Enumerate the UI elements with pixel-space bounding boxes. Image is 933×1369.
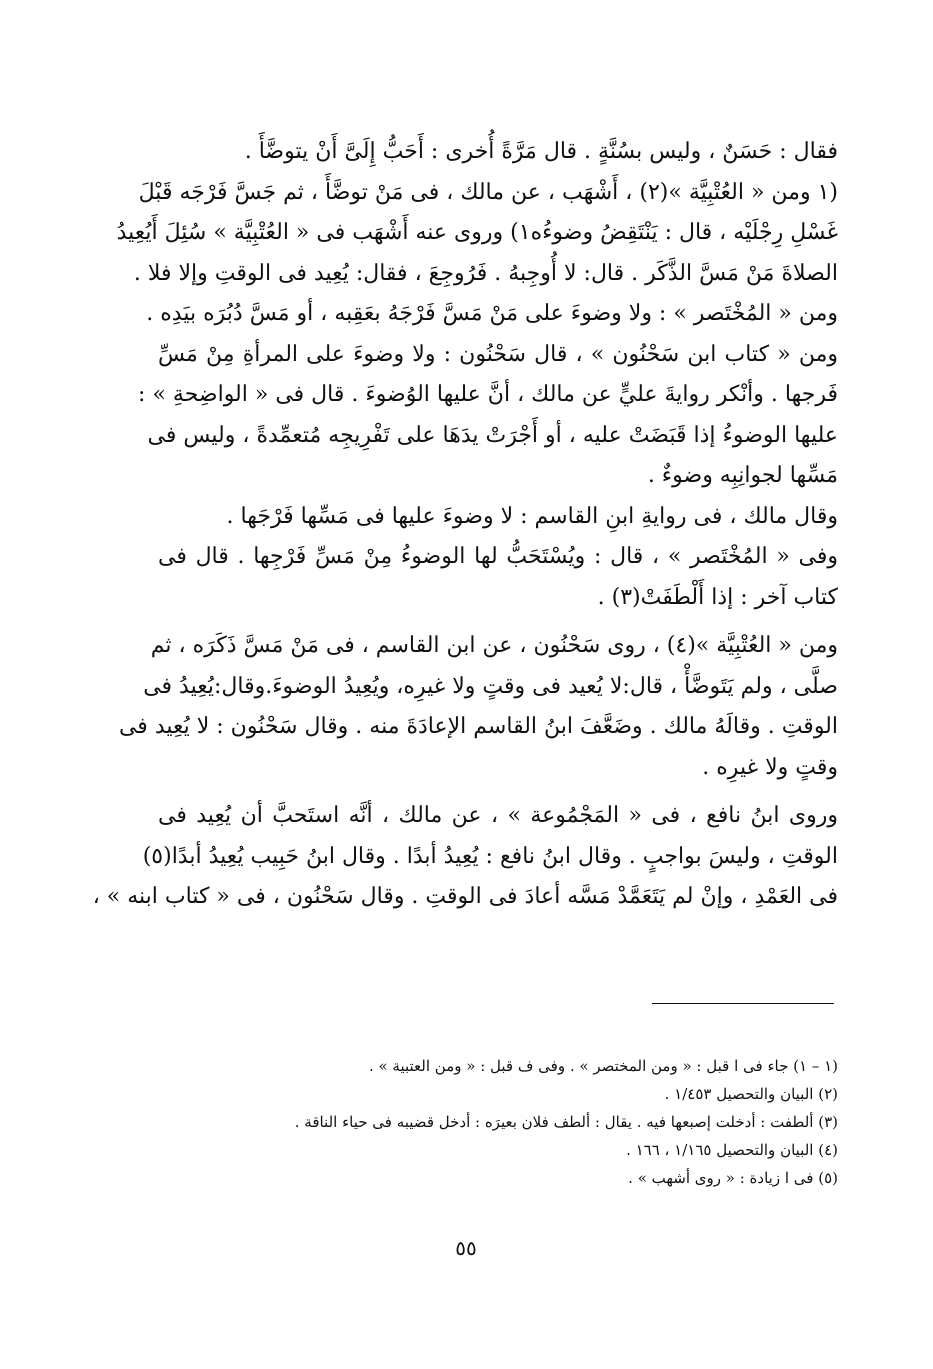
footnote: (٥) فى ا زيادة : « روى أشهب » . (628, 1169, 838, 1187)
text-line: الصلاةَ مَنْ مَسَّ الذَّكَر . قال: لا أُوجِبهُ . فَرُوجِعَ ، فقال: يُعِيد فى الوقتِ وإلا فلا . (133, 260, 838, 286)
main-text (92, 132, 838, 918)
paragraph-gap (158, 618, 838, 626)
text-line: الوقتِ . وقالَهُ مالك . وضَعَّفَ ابنُ القاسم الإعادَةَ منه . وقال سَحْنُون : لا يُعِيد فى (118, 714, 838, 739)
footnote: (٣) ألطفت : أدخلت إصبعها فيه . يقال : ألطف فلان بعيرَه : أدخل قضيبه فى حياء الناقة . (294, 1113, 838, 1131)
text-line: ومن « العُتْبِيَّة »(٤) ، روى سَحْنُون ، عن ابن القاسم ، فى مَنْ مَسَّ ذَكَرَه ، ثم (150, 633, 838, 658)
text-line: فى العَمْدِ ، وإنْ لم يَتَعَمَّدْ مَسَّه أعادَ فى الوقتِ . وقال سَحْنُون ، فى « كتاب ابنه » ، (92, 884, 838, 909)
text-line: وروى ابنُ نافع ، فى « المَجْمُوعة » ، عن مالك ، أنَّه استَحبَّ أن يُعِيد فى (158, 803, 838, 828)
text-line: فَرجها . وأنْكر روايةَ عليٍّ عن مالك ، أنَّ عليها الوُضوءَ . قال فى « الواضِحةِ » : (138, 382, 838, 407)
text-line: وقال مالك ، فى روايةِ ابنِ القاسم : لا وضوءَ عليها فى مَسِّها فَرْجَها . (226, 503, 838, 529)
footnote: (٤) البيان والتحصيل ١/١٦٥ ، ١٦٦ . (626, 1141, 838, 1159)
text-line: غَسْلِ رِجْلَيْه ، قال : يَنْتَقِضُ وضوءُه١) وروى عنه أَشْهَب فى « العُتْبِيَّة » سُئِلَ أَيُعِيدُ (116, 220, 838, 245)
footnote: (١ – ١) جاء فى ا قبل : « ومن المختصر » . وفى ف قبل : « ومن العتبية » . (368, 1057, 838, 1075)
text-line: وقتٍ ولا غيرِه . (702, 754, 838, 780)
footnotes (230, 1052, 838, 1192)
text-line: صلَّى ، ولم يَتَوضَّأْ ، قال:لا يُعيد فى وقتٍ ولا غيرِه، ويُعِيدُ الوضوءَ.وقال:يُعِيدُ فى (143, 673, 838, 699)
text-line: (١ ومن « العُتْبِيَّة »(٢) ، أَشْهَب ، عن مالك ، فى مَنْ توضَّأَ ، ثم جَسَّ فَرْجَه قَبْلَ (138, 179, 838, 205)
paragraph-gap (158, 788, 838, 796)
text-line: وفى « المُخْتَصر » ، قال : ويُسْتَحَبُّ لها الوضوءُ مِنْ مَسِّ فَرْجِها . قال فى (158, 544, 838, 569)
text-line: الوقتِ ، وليسَ بواجبٍ . وقال ابنُ نافع : يُعِيدُ أبدًا . وقال ابنُ حَبِيب يُعِيدُ أبدًا(٥) (142, 843, 838, 869)
text-line: عليها الوضوءُ إذا قَبَضَتْ عليه ، أو أَجْرَتْ يدَهَا على تَفْرِيجِه مُتعمِّدةً ، وليس فى (147, 422, 838, 448)
text-line: فقال : حَسَنٌ ، وليس بسُنَّةٍ . قال مَرَّةً أُخرى : أَحَبُّ إِلَىَّ أَنْ يتوضَّأَ . (244, 139, 838, 164)
text-line: ومن « كتاب ابن سَحْنُون » ، قال سَحْنُون : ولا وضوءَ على المرأةِ مِنْ مَسِّ (158, 341, 838, 367)
footnote-separator (652, 1003, 834, 1004)
page-number: ٥٥ (455, 1236, 477, 1260)
text-line: مَسِّها لجوانِبِه وضوءٌ . (647, 463, 838, 488)
footnote: (٢) البيان والتحصيل ١/٤٥٣ . (664, 1085, 838, 1103)
text-line: كتاب آخر : إذا أَلْطَفَتْ(٣) . (597, 584, 838, 610)
text-line: ومن « المُخْتَصر » : ولا وضوءَ على مَنْ مَسَّ فَرْجَهُ بعَقِبه ، أو مَسَّ دُبُرَه بيَدِه . (146, 301, 838, 326)
